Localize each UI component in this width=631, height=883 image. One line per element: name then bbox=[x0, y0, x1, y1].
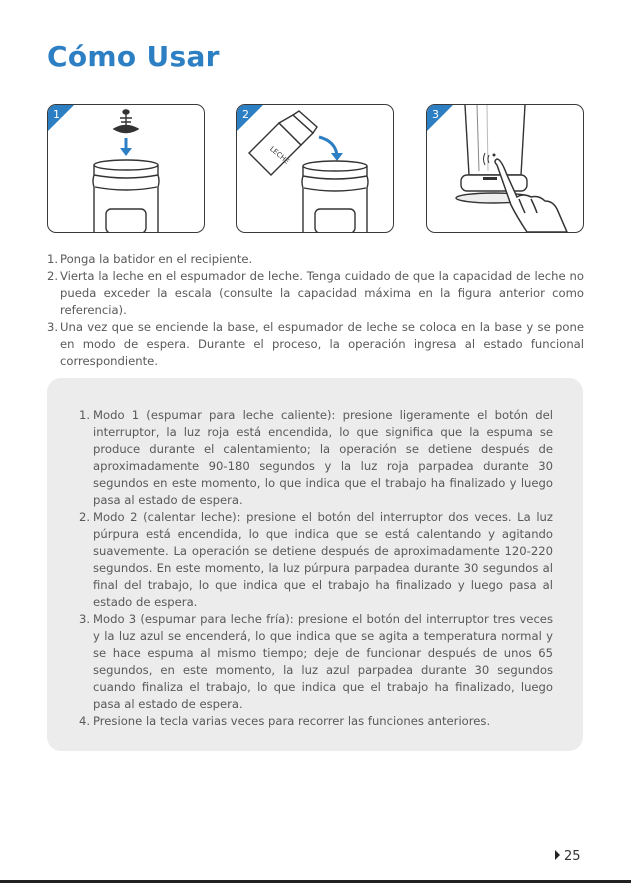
carton-label: LECHE bbox=[268, 144, 291, 166]
item-number: 2. bbox=[47, 269, 59, 283]
item-text: Modo 2 (calentar leche): presione el botón del interruptor dos veces. La luz púrpura está encendida, lo que indica que se está calentando y agitando suavemente. La operación se detiene después de aproximadamente 120-220 segundos. En este momento, la luz púrpura parpadea durante 30 segundos al final del trabajo, lo que indica que el trabajo ha finalizado y luego pasa al estado de espera. bbox=[93, 510, 553, 609]
page-number bbox=[555, 849, 581, 864]
item-number: 3. bbox=[47, 320, 59, 334]
step-number: 2 bbox=[242, 108, 249, 121]
illustration-panel-3 bbox=[426, 104, 584, 233]
item-text: Una vez que se enciende la base, el espumador de leche se coloca en la base y se pone en modo de espera. Durante el proceso, la operación ingresa al estado funcional correspondiente. bbox=[60, 320, 584, 368]
page-number-text: 25 bbox=[564, 849, 581, 864]
item-text: Modo 1 (espumar para leche caliente): presione ligeramente el botón del interruptor, la luz roja está encendida, lo que significa que la espuma se produce durante el calentamiento; la operación se detiene después de aproximadamente 90-180 segundos y la luz roja parpadea durante 30 segundos en este momento, lo que indica que el trabajo ha finalizado y luego pasa al estado de espera. bbox=[93, 408, 553, 507]
list-item bbox=[79, 611, 553, 713]
illustration-panel-2 bbox=[236, 104, 394, 233]
triangle-right-icon bbox=[555, 850, 560, 860]
item-number: 1. bbox=[79, 408, 91, 422]
step-number: 1 bbox=[53, 108, 60, 121]
list-item bbox=[47, 319, 584, 370]
item-number: 2. bbox=[79, 510, 91, 524]
press-button-illustration bbox=[427, 105, 583, 232]
item-text: Ponga la batidor en el recipiente. bbox=[60, 252, 253, 266]
item-number: 4. bbox=[79, 714, 91, 728]
whisk-insert-illustration bbox=[48, 105, 204, 232]
modes-list bbox=[79, 407, 553, 730]
list-item bbox=[79, 407, 553, 509]
list-item bbox=[47, 251, 584, 268]
item-text: Presione la tecla varias veces para recorrer las funciones anteriores. bbox=[93, 714, 491, 728]
list-item bbox=[79, 509, 553, 611]
list-item bbox=[47, 268, 584, 319]
item-number: 3. bbox=[79, 612, 91, 626]
item-text: Vierta la leche en el espumador de leche. Tenga cuidado de que la capacidad de leche no pueda exceder la escala (consulte la capacidad máxima en la figura anterior como referencia). bbox=[60, 269, 584, 317]
illustration-panel-1 bbox=[47, 104, 205, 233]
page-title: Cómo Usar bbox=[47, 40, 220, 73]
pour-milk-illustration bbox=[237, 105, 393, 232]
usage-steps-list bbox=[47, 251, 584, 370]
item-text: Modo 3 (espumar para leche fría): presione el botón del interruptor tres veces y la luz azul se encenderá, lo que indica que se agita a temperatura normal y se hace espuma al mismo tiempo; deje de funcionar después de unos 65 segundos, en este momento, la luz azul parpadea durante 30 segundos cuando finaliza el trabajo, lo que indica que el trabajo ha finalizado, luego pasa al estado de espera. bbox=[93, 612, 553, 711]
item-number: 1. bbox=[47, 252, 59, 266]
list-item bbox=[79, 713, 553, 730]
step-number: 3 bbox=[432, 108, 439, 121]
